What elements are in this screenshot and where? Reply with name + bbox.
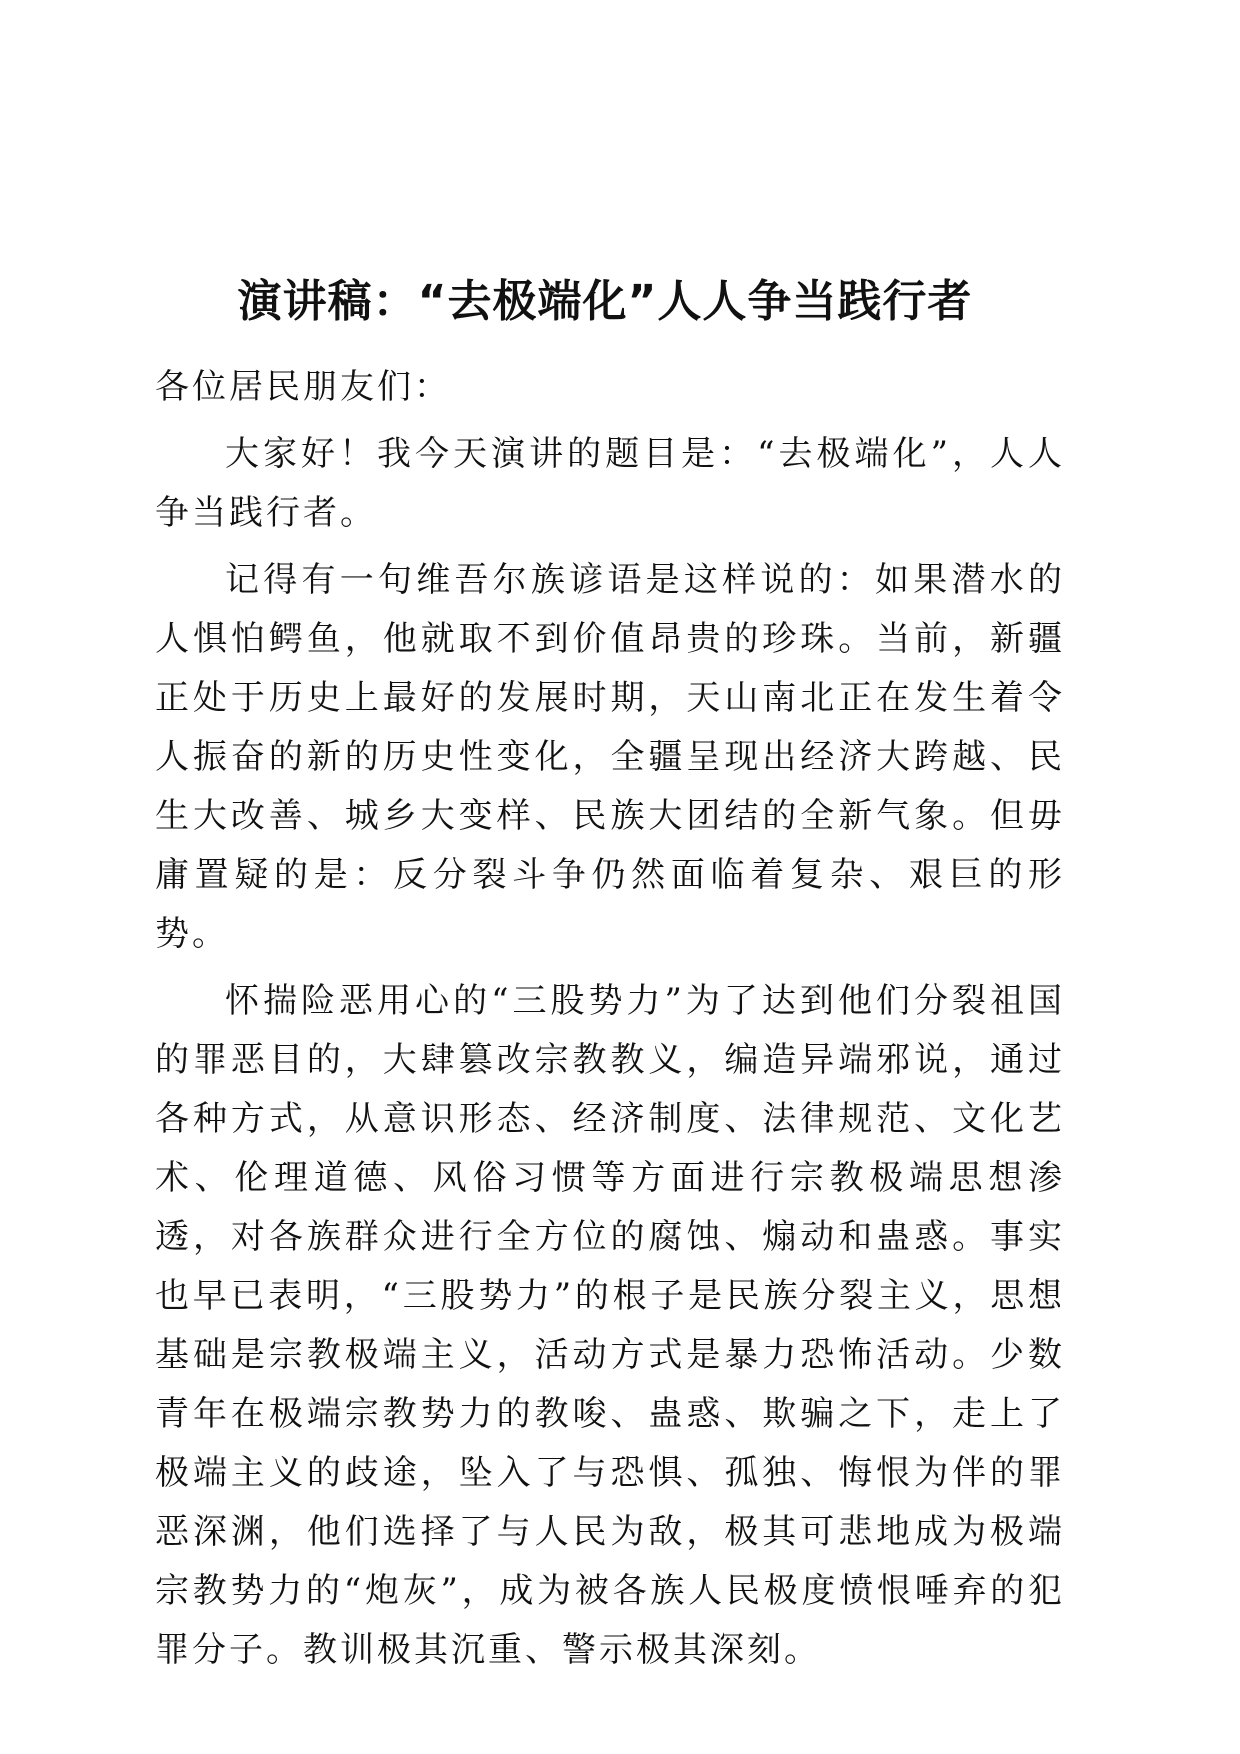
paragraph-three-forces: 怀揣险恶用心的“三股势力”为了达到他们分裂祖国的罪恶目的，大肆篡改宗教教义，编造异端邪说，通过各种方式，从意识形态、经济制度、法律规范、文化艺术、伦理道德、风俗习惯等方面进行宗教极端思想渗透，对各族群众进行全方位的腐蚀、煽动和蛊惑。事实也早已表明，“三股势力”的根子是民族分裂主义，思想基础是宗教极端主义，活动方式是暴力恐怖活动。少数青年在极端宗教势力的教唆、蛊惑、欺骗之下，走上了极端主义的歧途，坠入了与恐惧、孤独、悔恨为伴的罪恶深渊，他们选择了与人民为敌，极其可悲地成为极端宗教势力的“炮灰”，成为被各族人民极度愤恨唾弃的犯罪分子。教训极其沉重、警示极其深刻。 [155, 981, 1065, 1670]
paragraph-proverb: 记得有一句维吾尔族谚语是这样说的：如果潜水的人惧怕鳄鱼，他就取不到价值昂贵的珍珠。当前，新疆正处于历史上最好的发展时期，天山南北正在发生着令人振奋的新的历史性变化，全疆呈现出经济大跨越、民生大改善、城乡大变样、民族大团结的全新气象。但毋庸置疑的是：反分裂斗争仍然面临着复杂、艰巨的形势。 [155, 560, 1065, 954]
document-title: 演讲稿：“去极端化”人人争当践行者 [237, 276, 973, 327]
salutation: 各位居民朋友们： [155, 367, 451, 407]
document-body [155, 358, 1065, 1680]
paragraph-greeting: 大家好！我今天演讲的题目是：“去极端化”，人人争当践行者。 [155, 434, 1065, 533]
